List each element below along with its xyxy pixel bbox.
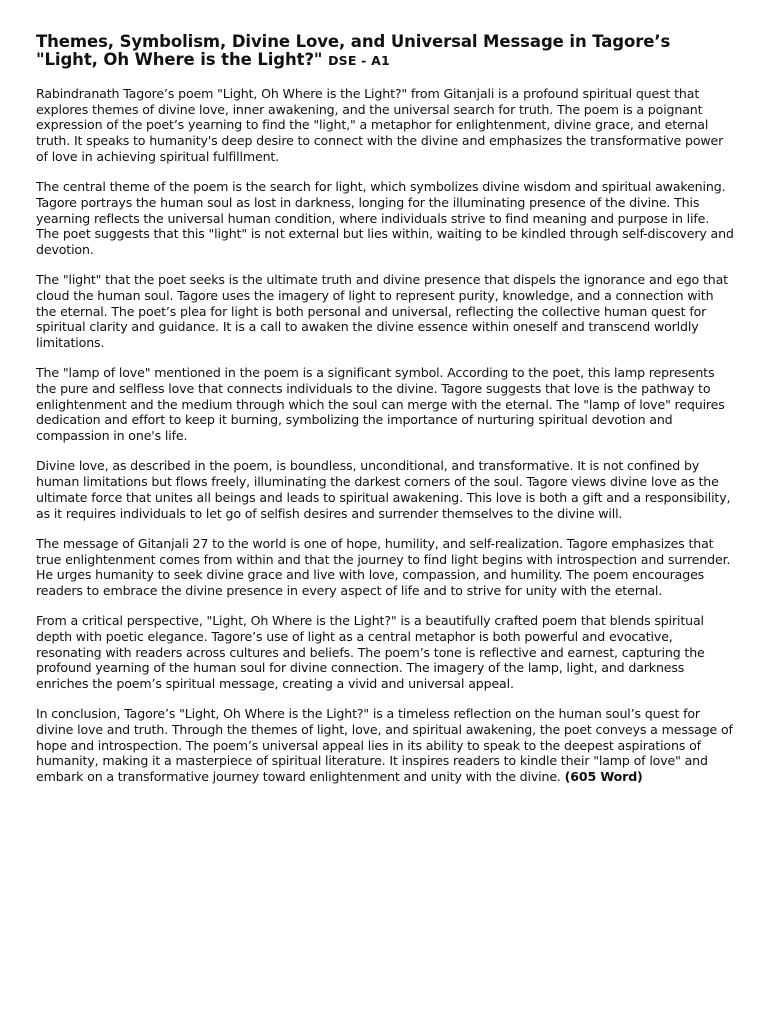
paragraph-critical-perspective: From a critical perspective, "Light, Oh Where is the Light?" is a beautifully crafted poem that blends spiritual depth with poetic elegance. Tagore’s use of light as a central metaphor is both powerful and evocative, resonating with readers across cultures and beliefs. The poem’s tone is reflective and earnest, capturing the profound yearning of the human soul for divine connection. The imagery of the lamp, light, and darkness enriches the poem’s spiritual message, creating a vivid and universal appeal. bbox=[36, 613, 705, 692]
word-count: (605 Word) bbox=[564, 769, 643, 785]
title-tag: DSE - A1 bbox=[328, 53, 390, 68]
document-title bbox=[36, 33, 734, 70]
paragraph-central-theme: The central theme of the poem is the search for light, which symbolizes divine wisdom and spiritual awakening. Tagore portrays the human soul as lost in darkness, longing for the illuminating presence of the divine. This yearning reflects the universal human condition, where individuals strive to find meaning and purpose in life. The poet suggests that this "light" is not external but lies within, waiting to be kindled through self-discovery and devotion. bbox=[36, 179, 734, 257]
conclusion-text: In conclusion, Tagore’s "Light, Oh Where is the Light?" is a timeless reflection on the human soul’s quest for divine love and truth. Through the themes of light, love, and spiritual awakening, the poet conveys a message of hope and introspection. The poem’s universal appeal lies in its ability to speak to the deepest aspirations of humanity, making it a masterpiece of spiritual literature. It inspires readers to kindle their "lamp of love" and embark on a transformative journey toward enlightenment and unity with the divine. bbox=[36, 706, 733, 785]
document-page bbox=[36, 33, 734, 799]
paragraph-light-symbol: The "light" that the poet seeks is the ultimate truth and divine presence that dispels the ignorance and ego that cloud the human soul. Tagore uses the imagery of light to represent purity, knowledge, and a connection with the eternal. The poet’s plea for light is both personal and universal, reflecting the collective human quest for spiritual clarity and guidance. It is a call to awaken the divine essence within oneself and transcend worldly limitations. bbox=[36, 272, 728, 351]
paragraph-divine-love: Divine love, as described in the poem, is boundless, unconditional, and transformative. It is not confined by human limitations but flows freely, illuminating the darkest corners of the soul. Tagore views divine love as the ultimate force that unites all beings and leads to spiritual awakening. This love is both a gift and a responsibility, as it requires individuals to let go of selfish desires and surrender themselves to the divine will. bbox=[36, 458, 731, 521]
paragraph-message: The message of Gitanjali 27 to the world is one of hope, humility, and self-realization. Tagore emphasizes that true enlightenment comes from within and that the journey to find light begins with introspection and surrender. He urges humanity to seek divine grace and live with love, compassion, and humility. The poem encourages readers to embrace the divine presence in every aspect of life and to strive for unity with the eternal. bbox=[36, 535, 731, 598]
paragraph-introduction: Rabindranath Tagore’s poem "Light, Oh Where is the Light?" from Gitanjali is a profound spiritual quest that explores themes of divine love, inner awakening, and the universal search for truth. The poem is a poignant expression of the poet’s yearning to find the "light," a metaphor for enlightenment, divine grace, and eternal truth. It speaks to humanity's deep desire to connect with the divine and emphasizes the transformative power of love in achieving spiritual fulfillment. bbox=[36, 86, 724, 164]
paragraph-lamp-of-love: The "lamp of love" mentioned in the poem is a significant symbol. According to the poet, this lamp represents the pure and selfless love that connects individuals to the divine. Tagore suggests that love is the pathway to enlightenment and the medium through which the soul can merge with the eternal. The "lamp of love" requires dedication and effort to keep it burning, symbolizing the importance of nurturing spiritual devotion and compassion in one's life. bbox=[36, 365, 725, 444]
title-text: Themes, Symbolism, Divine Love, and Universal Message in Tagore’s "Light, Oh Where is the Light?" bbox=[36, 32, 671, 69]
paragraph-conclusion bbox=[36, 706, 734, 785]
